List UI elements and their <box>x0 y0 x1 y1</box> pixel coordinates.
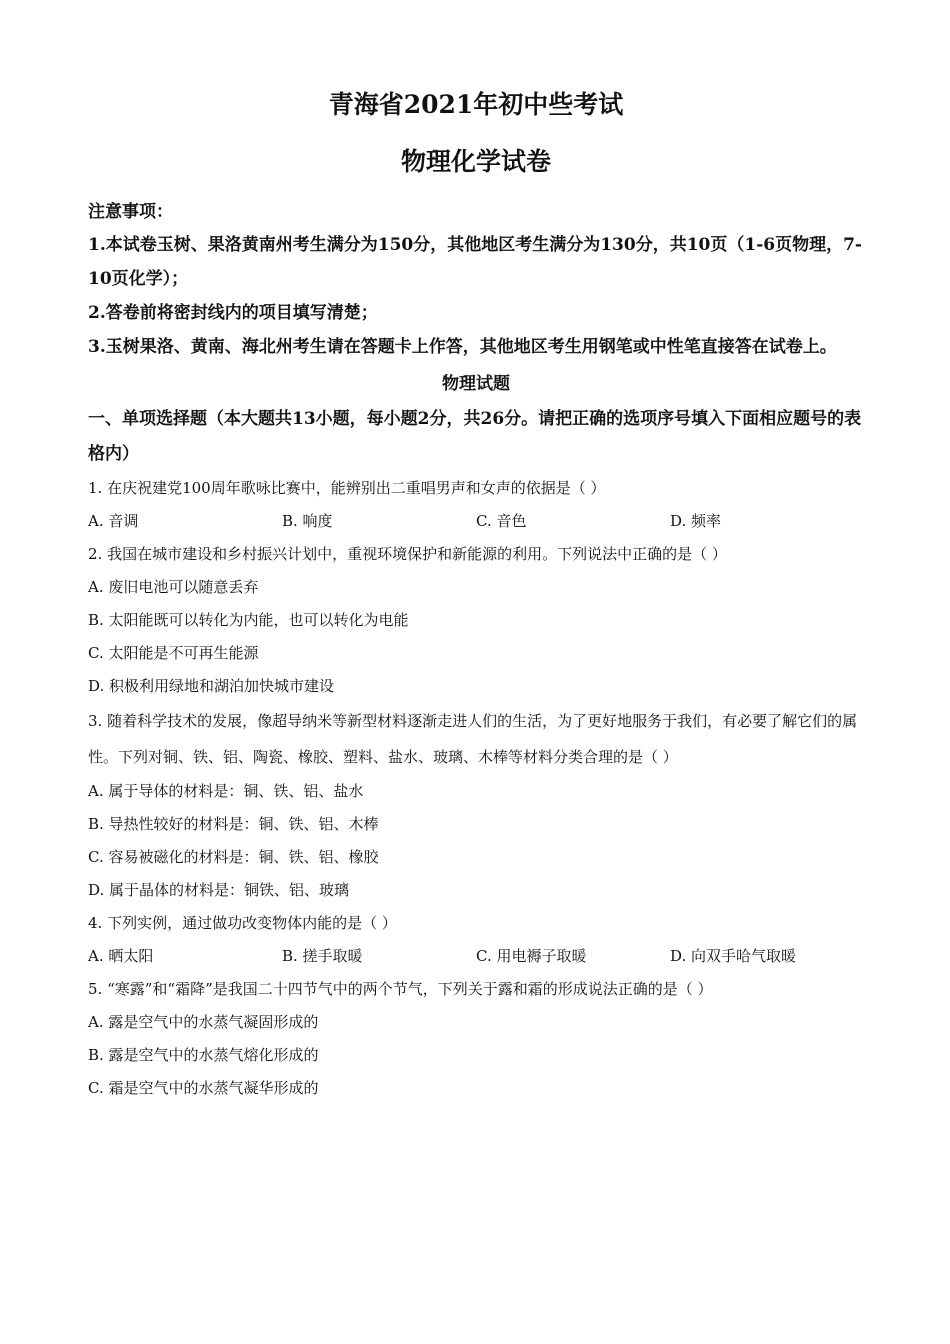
option-b: B. 搓手取暖 <box>282 947 363 965</box>
section-title: 物理试题 <box>442 374 510 394</box>
option-d: D. 频率 <box>670 512 722 530</box>
exam-title: 青海省2021年初中些考试 <box>328 90 624 119</box>
option-c: C. 用电褥子取暖 <box>476 947 587 965</box>
question-5 <box>88 973 864 1105</box>
option-c: C. 太阳能是不可再生能源 <box>88 644 259 662</box>
question-stem: 3. 随着科学技术的发展，像超导纳米等新型材料逐渐走进人们的生活，为了更好地服务于我们，有必要了解它们的属性。下列对铜、铁、铝、陶瓷、橡胶、塑料、盐水、玻璃、木棒等材料分类合理的是（ ） <box>88 712 858 766</box>
question-3 <box>88 703 864 907</box>
option-b: B. 导热性较好的材料是：铜、铁、铝、木棒 <box>88 815 379 833</box>
notes-heading: 注意事项： <box>88 202 173 222</box>
option-b: B. 露是空气中的水蒸气熔化形成的 <box>88 1046 319 1064</box>
question-stem: 1. 在庆祝建党100周年歌咏比赛中，能辨别出二重唱男声和女声的依据是（ ） <box>88 479 606 497</box>
option-a: A. 音调 <box>88 512 139 530</box>
option-a: A. 废旧电池可以随意丢弃 <box>88 578 259 596</box>
question-stem: 4. 下列实例，通过做功改变物体内能的是（ ） <box>88 914 397 932</box>
option-c: C. 霜是空气中的水蒸气凝华形成的 <box>88 1079 319 1097</box>
option-a: A. 晒太阳 <box>88 947 154 965</box>
question-1 <box>88 472 864 538</box>
option-d: D. 积极利用绿地和湖泊加快城市建设 <box>88 677 335 695</box>
option-c: C. 容易被磁化的材料是：铜、铁、铝、橡胶 <box>88 848 379 866</box>
option-c: C. 音色 <box>476 512 527 530</box>
section-instruction: 一、单项选择题（本大题共13小题，每小题2分，共26分。请把正确的选项序号填入下面相应题号的表格内） <box>88 409 862 464</box>
note-item-3: 3.玉树果洛、黄南、海北州考生请在答题卡上作答，其他地区考生用钢笔或中性笔直接答在试卷上。 <box>88 337 837 357</box>
option-row <box>88 940 864 973</box>
question-stem: 2. 我国在城市建设和乡村振兴计划中，重视环境保护和新能源的利用。下列说法中正确的是（ ） <box>88 545 727 563</box>
option-a: A. 露是空气中的水蒸气凝固形成的 <box>88 1013 319 1031</box>
question-stem: 5. “寒露”和“霜降”是我国二十四节气中的两个节气，下列关于露和霜的形成说法正确的是（ ） <box>88 980 713 998</box>
option-b: B. 响度 <box>282 512 333 530</box>
option-row <box>88 505 864 538</box>
option-d: D. 向双手哈气取暖 <box>670 947 797 965</box>
option-a: A. 属于导体的材料是：铜、铁、铝、盐水 <box>88 782 364 800</box>
option-b: B. 太阳能既可以转化为内能，也可以转化为电能 <box>88 611 409 629</box>
question-4 <box>88 907 864 973</box>
exam-page <box>88 80 864 1105</box>
note-item-1: 1.本试卷玉树、果洛黄南州考生满分为150分，其他地区考生满分为130分，共10页（1-6页物理，7-10页化学）； <box>88 235 862 289</box>
exam-subtitle: 物理化学试卷 <box>400 147 551 176</box>
question-2 <box>88 538 864 703</box>
option-d: D. 属于晶体的材料是：铜铁、铝、玻璃 <box>88 881 350 899</box>
note-item-2: 2.答卷前将密封线内的项目填写清楚； <box>88 303 378 323</box>
